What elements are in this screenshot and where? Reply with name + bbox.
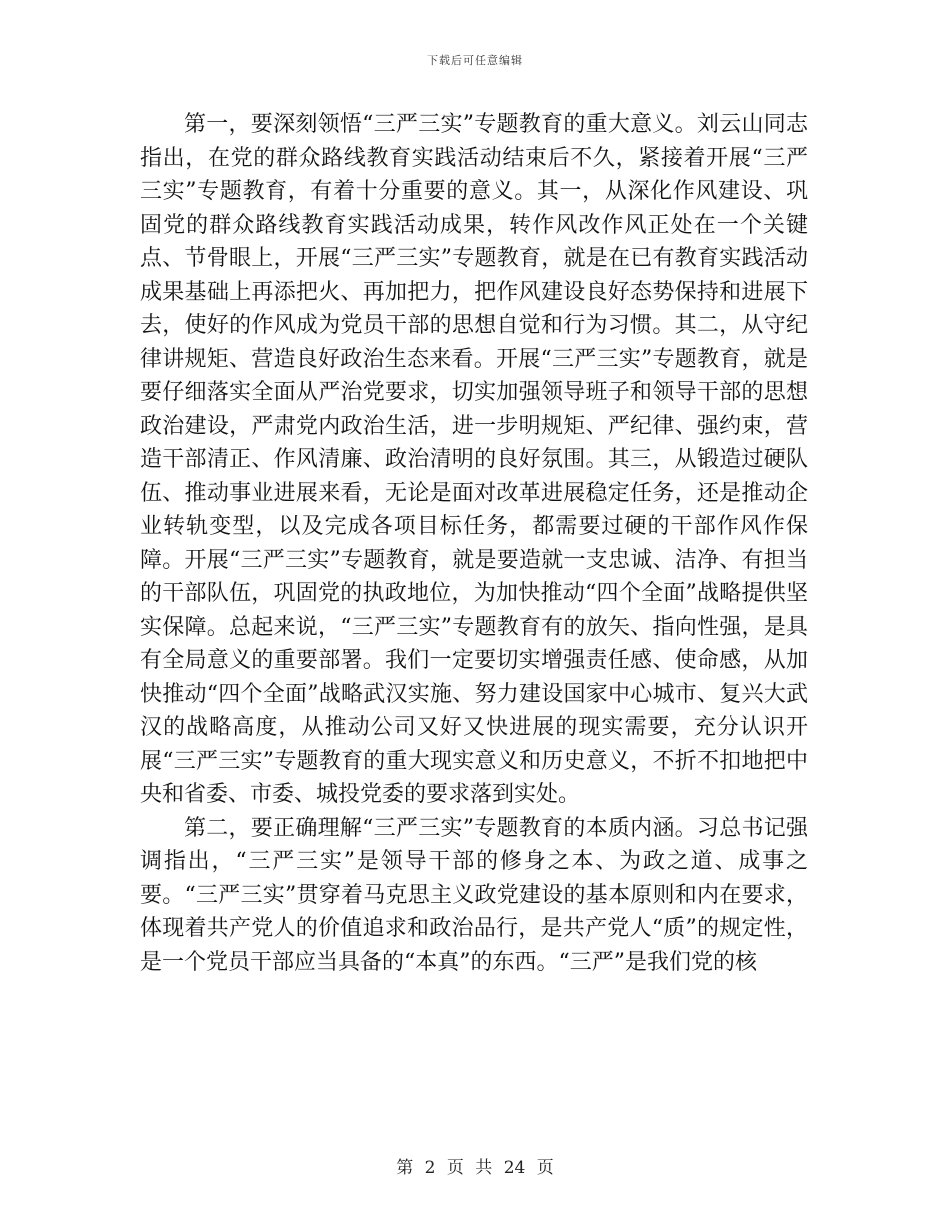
paragraph-1: 第一，要深刻领悟“三严三实”专题教育的重大意义。刘云山同志指出，在党的群众路线教育实践活动结束后不久，紧接着开展“三严三实”专题教育，有着十分重要的意义。其一，从深化作风建设、巩固党的群众路线教育实践活动成果，转作风改作风正处在一个关键点、节骨眼上，开展“三严三实”专题教育，就是在已有教育实践活动成果基础上再添把火、再加把力，把作风建设良好态势保持和进展下去，使好的作风成为党员干部的思想自觉和行为习惯。其二，从守纪律讲规矩、营造良好政治生态来看。开展“三严三实”专题教育，就是要仔细落实全面从严治党要求，切实加强领导班子和领导干部的思想政治建设，严肃党内政治生活，进一步明规矩、严纪律、强约束，营造干部清正、作风清廉、政治清明的良好氛围。其三，从锻造过硬队伍、推动事业进展来看，无论是面对改革进展稳定任务，还是推动企业转轨变型，以及完成各项目标任务，都需要过硬的干部作风作保障。开展“三严三实”专题教育，就是要造就一支忠诚、洁净、有担当的干部队伍，巩固党的执政地位，为加快推动“四个全面”战略提供坚实保障。总起来说，“三严三实”专题教育有的放矢、指向性强，是具有全局意义的重要部署。我们一定要切实增强责任感、使命感，从加快推动“四个全面”战略武汉实施、努力建设国家中心城市、复兴大武汉的战略高度，从推动公司又好又快进展的现实需要，充分认识开展“三严三实”专题教育的重大现实意义和历史意义，不折不扣地把中央和省委、市委、城投党委的要求落到实处。 (140, 112, 808, 807)
page-number: 第 2 页 共 24 页 (396, 1158, 554, 1178)
document-body (140, 108, 808, 979)
page-header-note: 下载后可任意编辑 (427, 54, 523, 67)
paragraph-2: 第二，要正确理解“三严三实”专题教育的本质内涵。习总书记强调指出，“三严三实”是领导干部的修身之本、为政之道、成事之要。“三严三实”贯穿着马克思主义政党建设的基本原则和内在要求，体现着共产党人的价值追求和政治品行，是共产党人“质”的规定性，是一个党员干部应当具备的“本真”的东西。“三严”是我们党的核 (140, 815, 808, 975)
